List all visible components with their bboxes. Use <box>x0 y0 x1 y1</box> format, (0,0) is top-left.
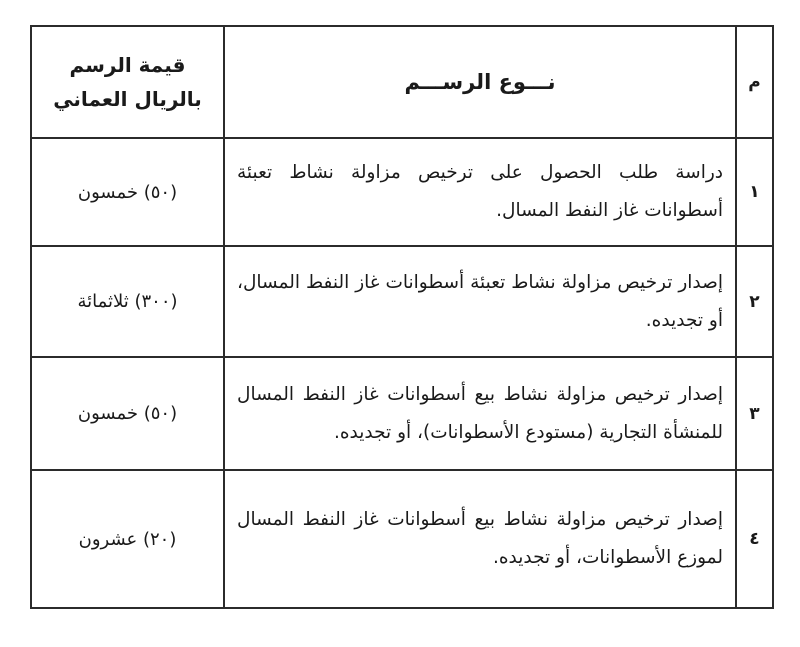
table-header-row <box>31 26 773 138</box>
row-fee-type: إصدار ترخيص مزاولة نشاط بيع أسطوانات غاز النفط المسال للمنشأة التجارية (مستودع الأسطوانات)، أو تجديده. <box>224 357 736 470</box>
row-fee-type: إصدار ترخيص مزاولة نشاط بيع أسطوانات غاز النفط المسال لموزع الأسطوانات، أو تجديده. <box>224 470 736 608</box>
header-fee-value <box>31 26 224 138</box>
row-fee-type: إصدار ترخيص مزاولة نشاط تعبئة أسطوانات غاز النفط المسال، أو تجديده. <box>224 246 736 357</box>
table-row <box>31 246 773 357</box>
row-fee-value: (٥٠) خمسون <box>31 138 224 246</box>
table-row <box>31 138 773 246</box>
table-row <box>31 357 773 470</box>
row-fee-value: (٢٠) عشرون <box>31 470 224 608</box>
row-fee-value: (٣٠٠) ثلاثمائة <box>31 246 224 357</box>
table-row <box>31 470 773 608</box>
row-fee-value: (٥٠) خمسون <box>31 357 224 470</box>
header-fee-value-line1: قيمة الرسم <box>69 53 186 77</box>
header-number: م <box>736 26 773 138</box>
header-fee-type: نـــوع الرســـم <box>224 26 736 138</box>
row-number: ٢ <box>736 246 773 357</box>
fees-table <box>30 25 774 609</box>
row-fee-type: دراسة طلب الحصول على ترخيص مزاولة نشاط تعبئة أسطوانات غاز النفط المسال. <box>224 138 736 246</box>
row-number: ٤ <box>736 470 773 608</box>
row-number: ٣ <box>736 357 773 470</box>
row-number: ١ <box>736 138 773 246</box>
header-fee-value-line2: بالريال العماني <box>53 87 202 111</box>
